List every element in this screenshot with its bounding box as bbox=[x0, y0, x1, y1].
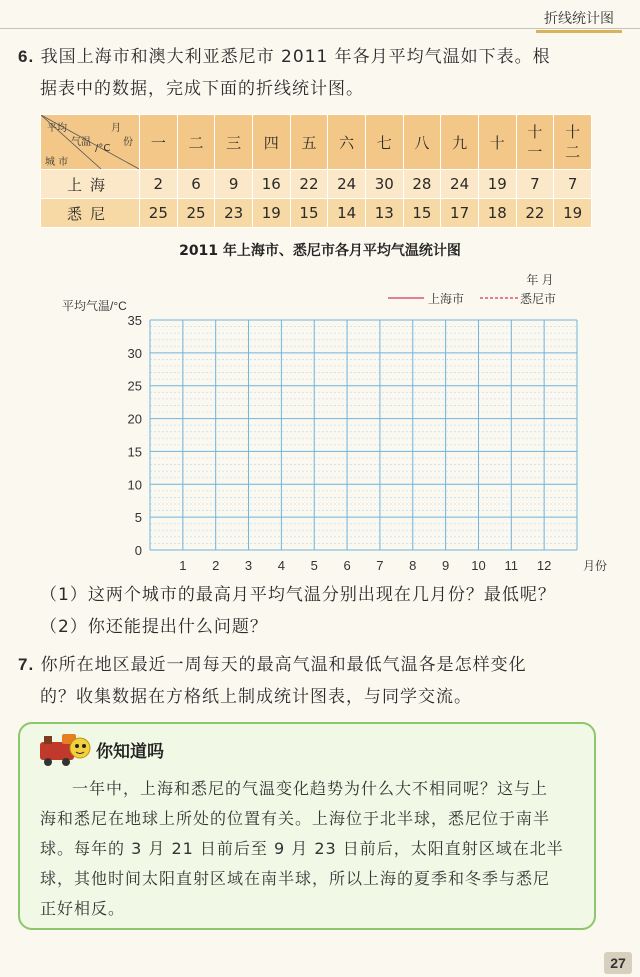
x-tick-label: 9 bbox=[441, 558, 450, 573]
subquestion-2: （2）你还能提出什么问题？ bbox=[40, 617, 268, 637]
temperature-cell: 16 bbox=[252, 170, 290, 199]
info-line: 球。每年的 3 月 21 日前后至 9 月 23 日前后，太阳直射区域在北半 bbox=[40, 839, 564, 858]
question-6-text: 我国上海市和澳大利亚悉尼市 2011 年各月平均气温如下表。根 bbox=[40, 47, 551, 67]
temperature-cell: 19 bbox=[252, 199, 290, 228]
temperature-cell: 15 bbox=[290, 199, 328, 228]
info-line: 海和悉尼在地球上所处的位置有关。上海位于北半球，悉尼位于南半 bbox=[40, 809, 551, 828]
temperature-cell: 24 bbox=[328, 170, 366, 199]
table-header-row bbox=[41, 115, 592, 170]
y-tick-label: 35 bbox=[127, 313, 142, 328]
info-line: 正好相反。 bbox=[40, 899, 126, 918]
page-number: 27 bbox=[604, 952, 632, 974]
month-header-cell: 九 bbox=[441, 115, 479, 170]
corner-label-month2: 份 bbox=[123, 137, 133, 148]
corner-label-city: 城 市 bbox=[45, 157, 69, 168]
city-cell: 上海 bbox=[41, 170, 140, 199]
corner-label-avg: 平均 bbox=[47, 123, 67, 134]
month-header-cell: 十 二 bbox=[554, 115, 592, 170]
question-7-line2: 的？收集数据在方格纸上制成统计图表，与同学交流。 bbox=[40, 687, 472, 707]
info-line: 一年中，上海和悉尼的气温变化趋势为什么大不相同呢？这与上 bbox=[72, 779, 549, 798]
month-header-cell: 一 bbox=[140, 115, 178, 170]
date-label: 年 月 bbox=[526, 273, 554, 287]
legend-label-sydney: 悉尼市 bbox=[520, 292, 557, 306]
temperature-cell: 2 bbox=[140, 170, 178, 199]
temperature-table bbox=[40, 114, 592, 228]
temperature-cell: 15 bbox=[403, 199, 441, 228]
x-axis-label: 月份 bbox=[582, 559, 608, 573]
question-6-line1 bbox=[18, 42, 551, 72]
line-chart-grid bbox=[0, 262, 640, 576]
question-6-number: 6. bbox=[18, 47, 35, 66]
x-tick-label: 4 bbox=[277, 558, 286, 573]
x-tick-label: 7 bbox=[376, 558, 384, 573]
info-line: 球，其他时间太阳直射区域在南半球，所以上海的夏季和冬季与悉尼 bbox=[40, 869, 551, 888]
month-header-cell: 六 bbox=[328, 115, 366, 170]
x-tick-label: 5 bbox=[310, 558, 318, 573]
temperature-cell: 22 bbox=[516, 199, 554, 228]
temperature-cell: 30 bbox=[365, 170, 403, 199]
chart-title: 2011 年上海市、悉尼市各月平均气温统计图 bbox=[179, 243, 461, 259]
month-header-cell: 十 bbox=[478, 115, 516, 170]
corner-label-temp: 气温 bbox=[71, 137, 91, 148]
month-header-cell: 八 bbox=[403, 115, 441, 170]
train-mascot-icon bbox=[36, 728, 94, 768]
question-7-line1 bbox=[18, 650, 527, 680]
x-tick-label: 3 bbox=[244, 558, 253, 573]
y-tick-label: 20 bbox=[127, 411, 142, 427]
x-tick-label: 1 bbox=[179, 558, 187, 573]
corner-label-month: 月 bbox=[111, 123, 121, 134]
temperature-cell: 28 bbox=[403, 170, 441, 199]
y-tick-label: 0 bbox=[134, 543, 142, 558]
x-tick-label: 11 bbox=[504, 558, 519, 573]
month-header-cell: 七 bbox=[365, 115, 403, 170]
month-header-cell: 二 bbox=[177, 115, 215, 170]
temperature-cell: 22 bbox=[290, 170, 328, 199]
question-7-number: 7. bbox=[18, 655, 35, 674]
legend-label-shanghai: 上海市 bbox=[428, 292, 465, 306]
x-tick-label: 2 bbox=[212, 558, 220, 573]
y-tick-label: 25 bbox=[127, 378, 142, 394]
temperature-cell: 7 bbox=[516, 170, 554, 199]
table-row-shanghai bbox=[41, 170, 592, 199]
month-header-cell: 三 bbox=[215, 115, 253, 170]
y-tick-label: 30 bbox=[127, 345, 142, 361]
x-tick-label: 12 bbox=[536, 558, 552, 573]
temperature-cell: 25 bbox=[177, 199, 215, 228]
temperature-cell: 7 bbox=[554, 170, 592, 199]
question-7-text: 你所在地区最近一周每天的最高气温和最低气温各是怎样变化 bbox=[40, 655, 527, 675]
temperature-cell: 9 bbox=[215, 170, 253, 199]
temperature-cell: 24 bbox=[441, 170, 479, 199]
section-title: 折线统计图 bbox=[536, 6, 622, 33]
city-cell: 悉尼 bbox=[41, 199, 140, 228]
x-tick-label: 10 bbox=[471, 558, 486, 573]
temperature-cell: 25 bbox=[140, 199, 178, 228]
temperature-cell: 23 bbox=[215, 199, 253, 228]
month-header-cell: 四 bbox=[252, 115, 290, 170]
month-header-cell: 十 一 bbox=[516, 115, 554, 170]
table-corner-cell bbox=[41, 115, 140, 170]
question-6-line2: 据表中的数据，完成下面的折线统计图。 bbox=[40, 79, 364, 99]
temperature-cell: 19 bbox=[478, 170, 516, 199]
temperature-cell: 13 bbox=[365, 199, 403, 228]
y-tick-label: 10 bbox=[127, 477, 142, 493]
y-tick-label: 15 bbox=[127, 444, 142, 460]
y-axis-label: 平均气温/°C bbox=[62, 299, 127, 313]
temperature-cell: 18 bbox=[478, 199, 516, 228]
temperature-cell: 6 bbox=[177, 170, 215, 199]
x-tick-label: 6 bbox=[343, 558, 351, 573]
subquestion-1: （1）这两个城市的最高月平均气温分别出现在几月份？最低呢？ bbox=[40, 585, 556, 605]
corner-label-unit: /°C bbox=[95, 143, 111, 154]
temperature-cell: 17 bbox=[441, 199, 479, 228]
table-row-sydney bbox=[41, 199, 592, 228]
did-you-know-text bbox=[40, 774, 578, 924]
temperature-cell: 19 bbox=[554, 199, 592, 228]
temperature-cell: 14 bbox=[328, 199, 366, 228]
x-tick-label: 8 bbox=[409, 558, 417, 573]
month-header-cell: 五 bbox=[290, 115, 328, 170]
did-you-know-title: 你知道吗 bbox=[96, 742, 164, 762]
y-tick-label: 5 bbox=[134, 510, 142, 526]
